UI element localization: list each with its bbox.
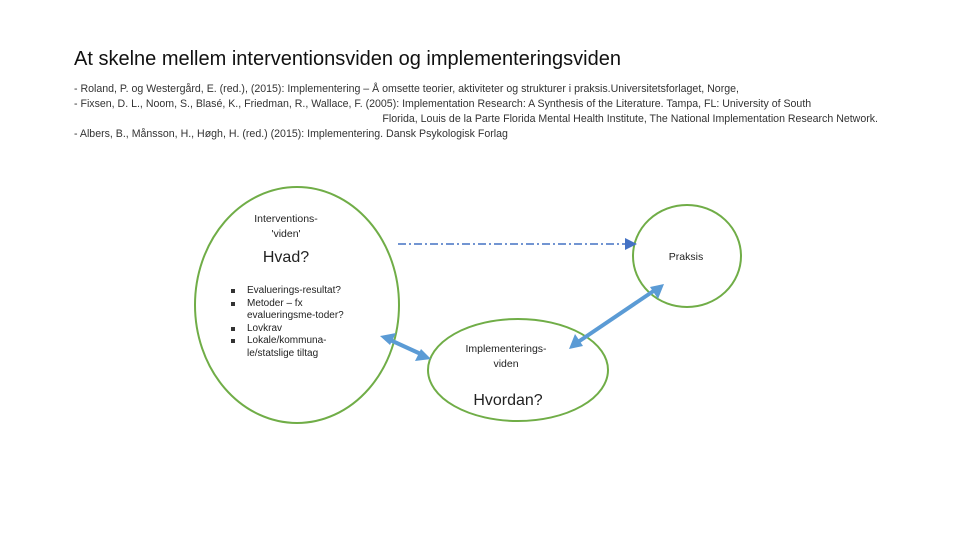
reference-fixsen-continued: Florida, Louis de la Parte Florida Mental Health Institute, The National Implementation Research Network. <box>382 113 878 125</box>
implementation-question: Hvordan? <box>473 392 543 409</box>
praksis-label: Praksis <box>668 251 704 263</box>
intervention-label <box>226 212 346 242</box>
intervention-bullet-list <box>227 285 347 360</box>
implementation-label-line2: viden <box>493 358 519 370</box>
reference-fixsen: - Fixsen, D. L., Noom, S., Blasé, K., Friedman, R., Wallace, F. (2005): Implementation Research: A Synthesis of the Literature. Tampa, FL: University of South <box>74 98 812 110</box>
implementation-label <box>446 342 566 372</box>
slide-title: At skelne mellem interventionsviden og implementeringsviden <box>74 48 621 70</box>
reference-roland: - Roland, P. og Westergård, E. (red.), (2015): Implementering – Å omsette teorier, aktiviteter og strukturer i praksis.Universitetsforlaget, Norge, <box>74 83 739 95</box>
bullet-item: Evaluerings-resultat? <box>227 285 347 298</box>
reference-albers: - Albers, B., Månsson, H., Høgh, H. (red.) (2015): Implementering. Dansk Psykologisk Forlag <box>74 128 508 140</box>
bullet-item: Lovkrav <box>227 323 347 336</box>
intervention-question: Hvad? <box>262 249 310 266</box>
intervention-label-line1: Interventions- <box>254 213 318 225</box>
double-arrow-implementation-praksis <box>569 284 664 349</box>
bullet-item: Metoder – fx evalueringsme-toder? <box>227 298 347 323</box>
bullet-item: Lokale/kommuna-le/statslige tiltag <box>227 335 347 360</box>
implementation-label-line1: Implementerings- <box>465 343 547 355</box>
intervention-label-line2: 'viden' <box>271 228 301 240</box>
